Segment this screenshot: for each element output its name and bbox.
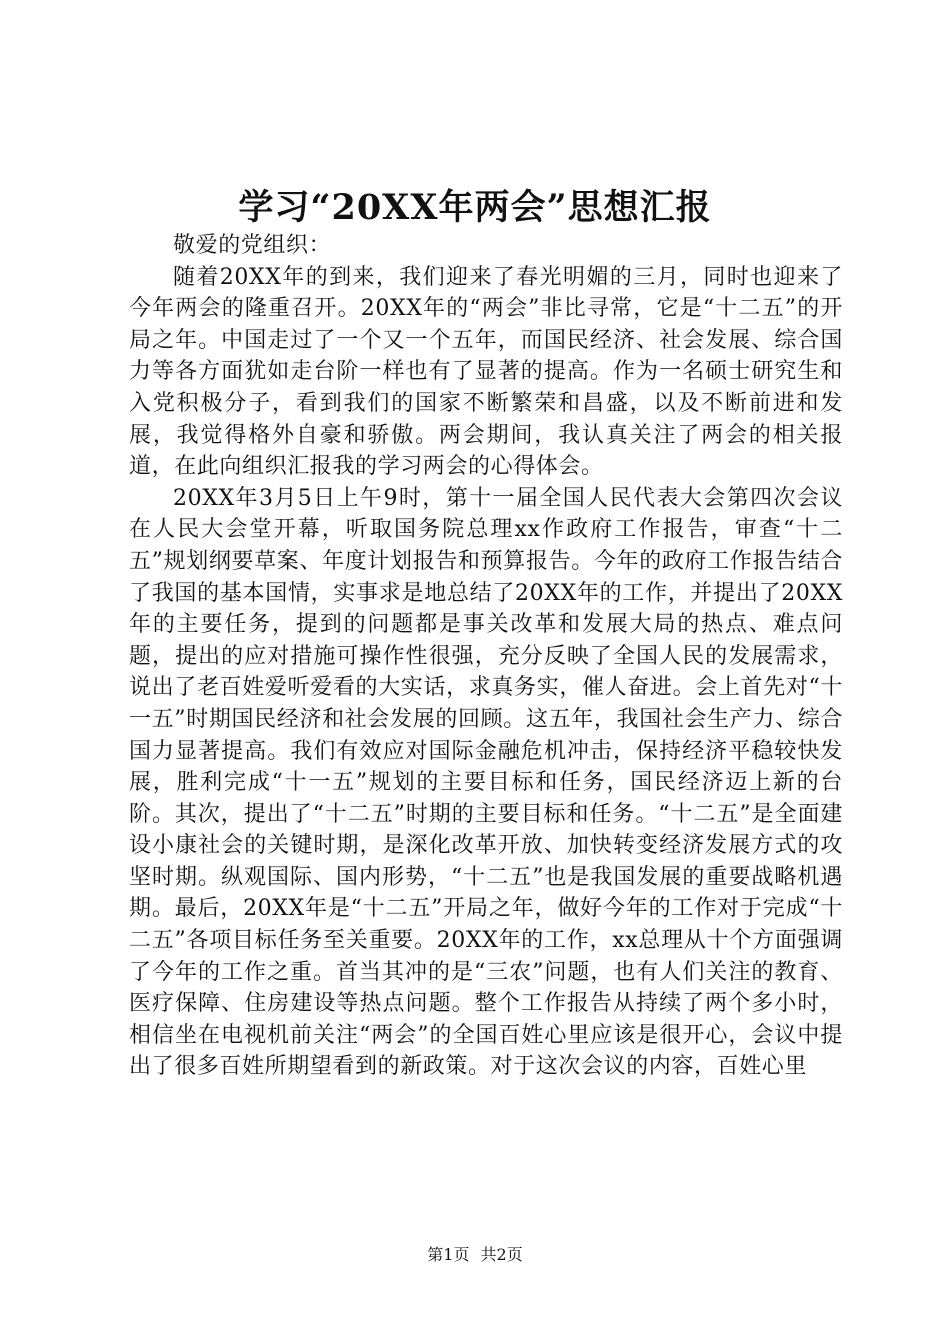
page-number: 第1页 bbox=[427, 1245, 470, 1264]
document-body bbox=[129, 230, 843, 1083]
page-footer bbox=[0, 1243, 950, 1267]
document-title: 学习“20XX年两会”思想汇报 bbox=[238, 187, 712, 228]
page-total: 共2页 bbox=[480, 1245, 523, 1264]
salutation: 敬爱的党组织： bbox=[173, 233, 332, 258]
paragraph-1: 随着20XX年的到来，我们迎来了春光明媚的三月，同时也迎来了今年两会的隆重召开。20XX年的“两会”非比寻常，它是“十二五”的开局之年。中国走过了一个又一个五年，而国民经济、社会发展、综合国力等各方面犹如走台阶一样也有了显著的提高。作为一名硕士研究生和入党积极分子，看到我们的国家不断繁荣和昌盛，以及不断前进和发展，我觉得格外自豪和骄傲。两会期间，我认真关注了两会的相关报道，在此向组织汇报我的学习两会的心得体会。 bbox=[129, 264, 843, 480]
paragraph-2: 20XX年3月5日上午9时，第十一届全国人民代表大会第四次会议在人民大会堂开幕，听取国务院总理xx作政府工作报告，审查“十二五”规划纲要草案、年度计划报告和预算报告。今年的政府工作报告结合了我国的基本国情，实事求是地总结了20XX年的工作，并提出了20XX年的主要任务，提到的问题都是事关改革和发展大局的热点、难点问题，提出的应对措施可操作性很强，充分反映了全国人民的发展需求，说出了老百姓爱听爱看的大实话，求真务实，催人奋进。会上首先对“十一五”时期国民经济和社会发展的回顾。这五年，我国社会生产力、综合国力显著提高。我们有效应对国际金融危机冲击，保持经济平稳较快发展，胜利完成“十一五”规划的主要目标和任务，国民经济迈上新的台阶。其次，提出了“十二五”时期的主要目标和任务。“十二五”是全面建设小康社会的关键时期，是深化改革开放、加快转变经济发展方式的攻坚时期。纵观国际、国内形势，“十二五”也是我国发展的重要战略机遇期。最后，20XX年是“十二五”开局之年，做好今年的工作对于完成“十二五”各项目标任务至关重要。20XX年的工作，xx总理从十个方面强调了今年的工作之重。首当其冲的是“三农”问题，也有人们关注的教育、医疗保障、住房建设等热点问题。整个工作报告从持续了两个多小时，相信坐在电视机前关注“两会”的全国百姓心里应该是很开心，会议中提出了很多百姓所期望看到的新政策。对于这次会议的内容，百姓心里 bbox=[129, 485, 843, 1080]
